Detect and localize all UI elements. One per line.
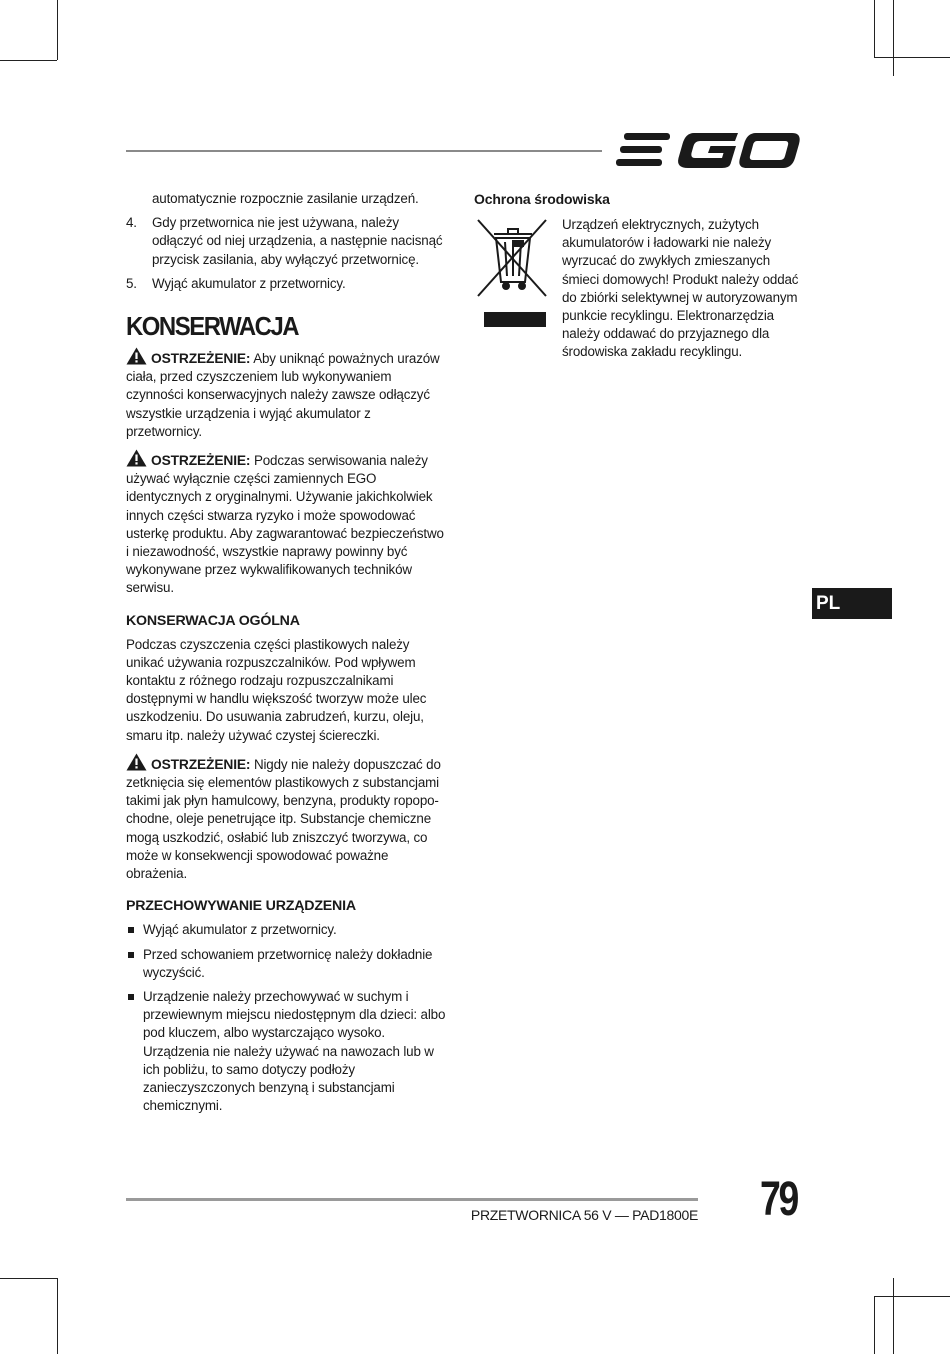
warning-label: OSTRZEŻENIE:: [151, 756, 251, 772]
warning-text: Aby uniknąć poważnych urazów ciała, przed czyszczeniem lub wykonywaniem czynności konserwacyjnych należy zawsze odłączyć wszystkie urządzenia i wyjąć akumulator z przetwornicy.: [126, 351, 440, 439]
warning-triangle-icon: [126, 753, 147, 771]
crop-mark: [874, 1296, 875, 1354]
step-number: 5.: [126, 275, 137, 291]
subsection-heading: KONSERWACJA OGÓLNA: [126, 612, 300, 629]
ego-logo: [616, 128, 800, 172]
crop-mark: [874, 1296, 950, 1297]
left-column: [126, 190, 450, 1115]
warning-label: OSTRZEŻENIE:: [151, 351, 251, 367]
list-item-text: Przed schowaniem przetwornicę należy dokładnie wyczyścić.: [143, 946, 433, 980]
right-column: [474, 190, 802, 362]
subsection-heading: PRZECHOWYWANIE URZĄDZENIA: [126, 898, 356, 915]
environment-text: Urządzeń elektrycznych, zużytych akumulatorów i ładowarki nie należy wyrzucać do zwykłych zmieszanych śmieci domowych! Produkt należy oddać do zbiórki selektywnej w autoryzowanym punkcie recyklingu. Elektronarzędzia należy oddawać do przyjaznego dla środowiska zakładu recyklingu.: [562, 217, 799, 360]
warning-text: Podczas serwisowania należy używać wyłącznie części zamiennych EGO identycznych z oryginalnymi. Używanie jakichkolwiek innych części stwarza ryzyko i może spowodować usterkę produktu. Aby zagwarantować bezpieczeństwo i niezawodność, wszystkie naprawy powinny być wykonywane przez wykwalifikowanych techników serwisu.: [126, 453, 444, 596]
bullet-square-icon: [128, 952, 134, 958]
header-rule: [126, 150, 602, 152]
storage-list: [126, 921, 450, 1115]
step-number: 4.: [126, 215, 137, 231]
language-tab: PL: [812, 588, 892, 619]
warning-text: Nigdy nie należy dopuszczać do zetknięcia się elementów plastikowych z substancjami takimi jak płyn hamulcowy, benzyna, produkty ropopo-chodne, oleje penetrujące itp. Substancje chemiczne mogą uszkodzić, osłabić lub zniszczyć tworzywa, co może w konsekwencji spowodować poważne obrażenia.: [126, 756, 441, 882]
step-text: Wyjąć akumulator z przetwornicy.: [152, 275, 346, 291]
list-item-text: Wyjąć akumulator z przetwornicy.: [143, 922, 337, 938]
bullet-square-icon: [128, 994, 134, 1000]
continuation-text: automatycznie rozpocznie zasilanie urządzeń.: [152, 191, 419, 206]
crop-mark: [893, 0, 894, 76]
crop-mark: [57, 0, 58, 60]
warning-label: OSTRZEŻENIE:: [151, 453, 251, 469]
section-title: KONSERWACJA: [126, 311, 299, 342]
weee-crossed-bin-icon: [474, 216, 554, 328]
crop-mark: [874, 57, 950, 58]
bullet-square-icon: [128, 927, 134, 933]
footer-rule: [126, 1198, 698, 1201]
general-maintenance-text: Podczas czyszczenia części plastikowych należy unikać używania rozpuszczalników. Pod wpływem kontaktu z różnego rodzaju rozpuszczalnikami dostępnymi w handlu większość tworzyw może ulec uszkodzeniu. Do usuwania zabrudzeń, kurzu, oleju, smaru itp. należy używać czystej ściereczki.: [126, 636, 427, 743]
warning-block: [126, 753, 450, 883]
list-item: [126, 988, 450, 1115]
list-item: [126, 946, 450, 982]
warning-block: [126, 347, 450, 441]
list-item: [126, 921, 450, 939]
page-number: 79: [760, 1173, 797, 1226]
step-item: [126, 214, 450, 269]
warning-block: [126, 449, 450, 598]
crop-mark: [57, 1278, 58, 1354]
crop-mark: [874, 0, 875, 58]
footer-product-name: PRZETWORNICA 56 V — PAD1800E: [470, 1207, 698, 1223]
warning-triangle-icon: [126, 449, 147, 467]
step-text: Gdy przetwornica nie jest używana, należy odłączyć od niej urządzenia, a następnie nacisnąć przycisk zasilania, aby wyłączyć przetwornicę.: [152, 215, 443, 267]
crop-mark: [893, 1278, 894, 1354]
warning-triangle-icon: [126, 347, 147, 365]
crop-mark: [0, 60, 57, 61]
step-item: [126, 275, 450, 293]
environment-heading: Ochrona środowiska: [474, 191, 610, 207]
crop-mark: [0, 1278, 57, 1279]
list-item-text: Urządzenie należy przechowywać w suchym i przewiewnym miejscu niedostępnym dla dzieci: albo pod kluczem, albo wystarczająco wysoko. Urządzenia nie należy używać na nawozach lub w ich pobliżu, to samo dotyczy podłoży zanieczyszczonych benzyną i substancjami chemicznymi.: [143, 988, 446, 1114]
